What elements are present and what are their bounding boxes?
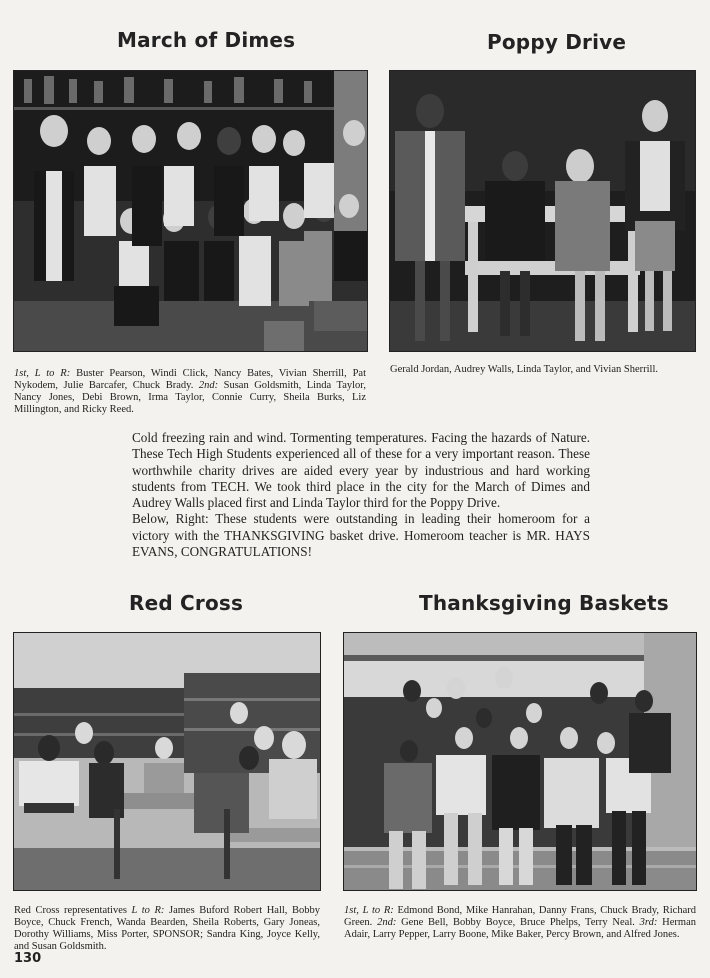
caption-lead-1st: 1st, L to R: [14,368,71,379]
caption-lead-3rd: 3rd: [639,917,658,928]
caption-names-3rd: Herman Adair, Larry Pepper, Larry Boone, Mike Baker, Percy Brown, and Alfred Jones. [344,917,696,940]
caption-names-1st: Buster Pearson, Windi Click, Nancy Bates, Vivian Sherrill, Pat Nykodem, Julie Barcafer, Chuck Brady. [14,368,366,391]
photo-thanksgiving-baskets [343,632,697,891]
heading-red-cross: Red Cross [129,591,244,615]
caption-names-2nd: Susan Goldsmith, Linda Taylor, Nancy Jones, Debi Brown, Irma Taylor, Connie Curry, Sheila Burks, Liz Millington, and Ricky Reed. [14,380,366,415]
page-number: 130 [14,951,42,966]
photo-poppy-drive [389,70,696,352]
article-paragraph-1: Cold freezing rain and wind. Tormenting temperatures. Facing the hazards of Nature. These Tech High Students experienced all of these for a very important reason. These worthwhile charity drives are aided every year by industrious and hard working students from TECH. We took third place in the city for the March of Dimes and Audrey Walls placed first and Linda Taylor third for the Poppy Drive. [132,430,590,511]
article-paragraph-2: Below, Right: These students were outstanding in leading their homeroom for a victory with the THANKSGIVING basket drive. Homeroom teacher is MR. HAYS EVANS, CONGRATULATIONS! [132,511,590,560]
caption-lead-2nd: 2nd: [198,380,219,391]
caption-names-2nd: Gene Bell, Bobby Boyce, Bruce Phelps, Terry Neal. [396,917,640,928]
article-body [132,430,590,560]
photo-march-of-dimes [13,70,368,352]
caption-thanksgiving-baskets [344,905,696,941]
caption-lead-ltr: L to R: [131,905,165,916]
caption-march-of-dimes [14,368,366,416]
caption-lead-2nd: 2nd: [377,917,397,928]
caption-names: James Buford Robert Hall, Bobby Boyce, Chuck French, Wanda Bearden, Sheila Roberts, Gary Joneas, Dorothy Williams, Miss Porter, SPONSOR; Sandra King, Joyce Kelly, and Susan Goldsmith. [14,905,320,952]
heading-poppy-drive: Poppy Drive [487,30,627,54]
caption-lead-1st: 1st, L to R: [344,905,394,916]
caption-poppy-drive: Gerald Jordan, Audrey Walls, Linda Taylor, and Vivian Sherrill. [390,364,658,375]
caption-intro: Red Cross representatives [14,905,132,916]
heading-thanksgiving-baskets: Thanksgiving Baskets [419,591,669,615]
heading-march-of-dimes: March of Dimes [117,28,296,52]
photo-red-cross [13,632,321,891]
caption-names-1st: Edmond Bond, Mike Hanrahan, Danny Frans, Chuck Brady, Richard Green. [344,905,696,928]
caption-red-cross [14,905,320,953]
